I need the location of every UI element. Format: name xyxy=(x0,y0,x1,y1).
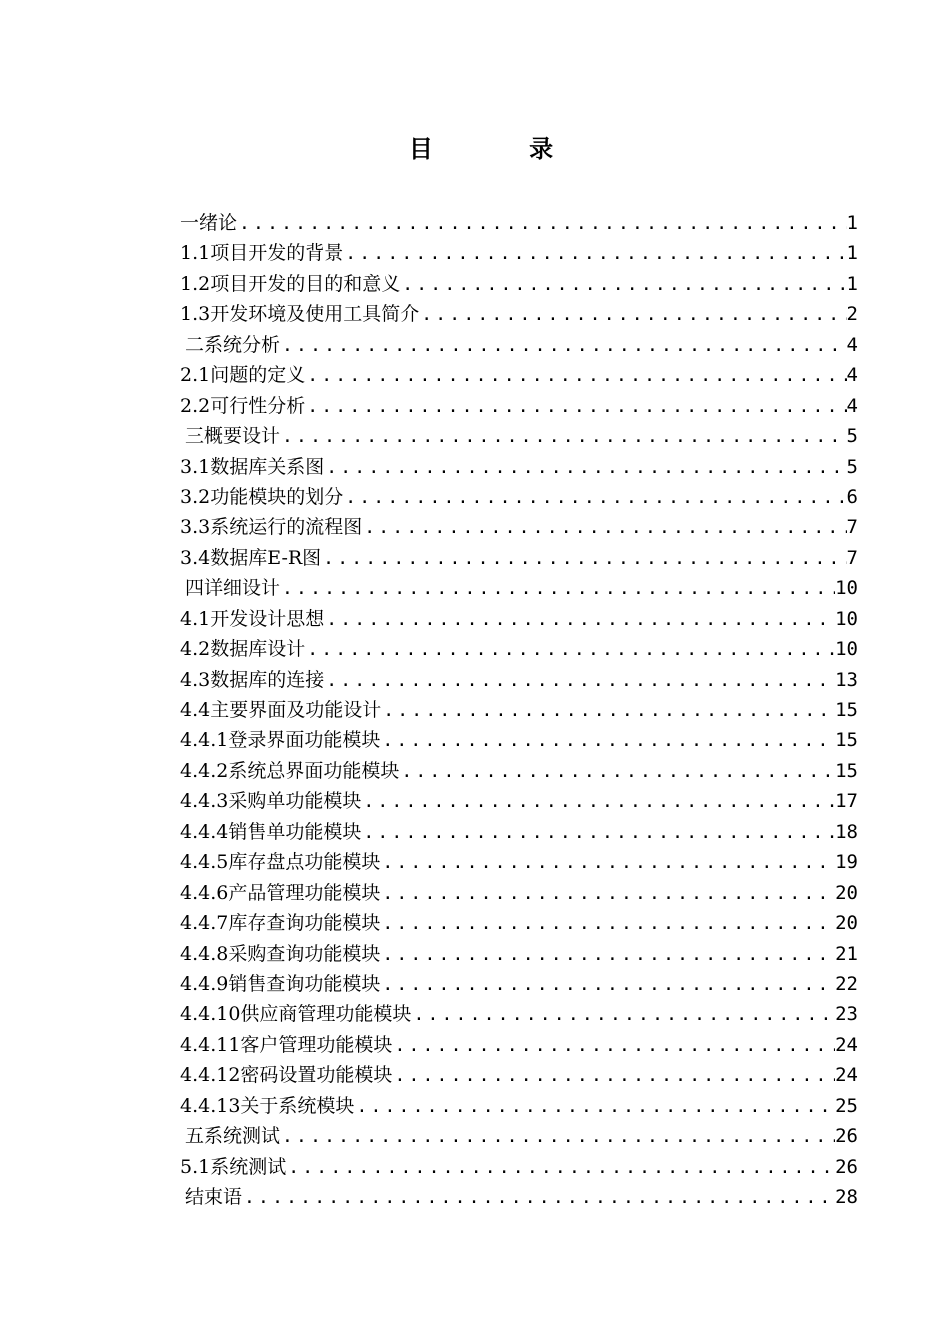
toc-entry-label: 一绪论 xyxy=(180,212,238,234)
toc-page-number: 24 xyxy=(835,1033,858,1056)
toc-entry-label: 二系统分析 xyxy=(185,333,281,356)
toc-dot-leader xyxy=(354,1092,835,1122)
toc-page-number: 23 xyxy=(835,1003,858,1026)
toc-entry-label: 结束语 xyxy=(185,1186,243,1208)
toc-entry-label: 4.2数据库设计 xyxy=(180,638,306,661)
toc-dot-leader xyxy=(380,848,835,878)
toc-entry[interactable] xyxy=(180,1182,858,1212)
toc-entry[interactable] xyxy=(180,512,858,542)
toc-entry-label: 1.1项目开发的背景 xyxy=(180,242,344,265)
page-title: 目 录 xyxy=(408,135,598,163)
toc-entry[interactable] xyxy=(180,208,858,238)
toc-entry[interactable] xyxy=(180,908,858,938)
toc-page-number: 20 xyxy=(835,881,858,904)
toc-entry[interactable] xyxy=(180,634,858,664)
toc-page-number: 25 xyxy=(835,1094,858,1117)
toc-entry-label: 4.4主要界面及功能设计 xyxy=(180,699,382,721)
toc-entry[interactable] xyxy=(180,360,858,390)
toc-page-number: 24 xyxy=(835,1064,858,1087)
toc-page-number: 15 xyxy=(835,729,858,752)
toc-dot-leader xyxy=(242,1183,835,1213)
toc-dot-leader xyxy=(411,1000,835,1030)
toc-entry-label: 4.3数据库的连接 xyxy=(180,668,325,691)
toc-entry[interactable] xyxy=(180,817,858,847)
toc-dot-leader xyxy=(381,696,835,726)
toc-dot-leader xyxy=(380,970,835,1000)
toc-entry-label: 4.4.8采购查询功能模块 xyxy=(180,942,381,965)
toc-dot-leader xyxy=(324,666,835,696)
toc-entry-label: 4.4.1登录界面功能模块 xyxy=(180,729,381,752)
toc-entry[interactable] xyxy=(180,1152,858,1182)
toc-entry-label: 4.4.11客户管理功能模块 xyxy=(180,1033,393,1056)
toc-dot-leader xyxy=(380,726,835,756)
toc-entry-label: 五系统测试 xyxy=(185,1125,281,1148)
toc-entry-label: 2.2可行性分析 xyxy=(180,394,306,417)
toc-page-number: 2 xyxy=(846,303,858,326)
toc-page-number: 13 xyxy=(835,668,858,691)
toc-entry[interactable] xyxy=(180,695,858,725)
toc-entry[interactable] xyxy=(180,330,858,360)
toc-entry[interactable] xyxy=(180,969,858,999)
toc-entry[interactable] xyxy=(180,573,858,603)
toc-dot-leader xyxy=(361,787,835,817)
toc-dot-leader xyxy=(419,300,846,330)
toc-entry[interactable] xyxy=(180,847,858,877)
toc-entry[interactable] xyxy=(180,878,858,908)
toc-dot-leader xyxy=(343,483,846,513)
toc-dot-leader xyxy=(324,605,835,635)
toc-page-number: 21 xyxy=(835,942,858,965)
toc-entry-label: 1.2项目开发的目的和意义 xyxy=(180,272,401,295)
toc-dot-leader xyxy=(280,1122,835,1152)
toc-dot-leader xyxy=(237,209,847,239)
toc-dot-leader xyxy=(362,513,846,543)
toc-dot-leader xyxy=(324,453,846,483)
toc-dot-leader xyxy=(392,1031,835,1061)
toc-entry-label: 4.4.13关于系统模块 xyxy=(180,1094,355,1117)
toc-entry[interactable] xyxy=(180,238,858,268)
toc-entry-label: 4.4.5库存盘点功能模块 xyxy=(180,851,381,874)
toc-dot-leader xyxy=(280,331,847,361)
toc-dot-leader xyxy=(286,1153,835,1183)
toc-entry[interactable] xyxy=(180,391,858,421)
toc-page-number: 4 xyxy=(846,364,858,387)
toc-page-number: 15 xyxy=(835,699,858,721)
toc-entry-label: 5.1系统测试 xyxy=(180,1155,287,1178)
toc-dot-leader xyxy=(392,1061,835,1091)
toc-entry-label: 3.4数据库E-R图 xyxy=(180,546,322,569)
toc-page-number: 26 xyxy=(835,1125,858,1148)
toc-page-number: 4 xyxy=(846,333,858,356)
toc-page-number: 15 xyxy=(835,759,858,782)
toc-entry-label: 4.4.6产品管理功能模块 xyxy=(180,881,381,904)
toc-page-number: 18 xyxy=(835,820,858,843)
toc-dot-leader xyxy=(280,574,835,604)
toc-entry-label: 四详细设计 xyxy=(185,577,281,600)
toc-entry[interactable] xyxy=(180,939,858,969)
toc-entry-label: 4.4.3采购单功能模块 xyxy=(180,790,362,813)
toc-entry-label: 3.1数据库关系图 xyxy=(180,455,325,478)
toc-entry-label: 1.3开发环境及使用工具简介 xyxy=(180,303,420,326)
toc-entry[interactable] xyxy=(180,452,858,482)
toc-dot-leader xyxy=(305,635,835,665)
toc-page-number: 10 xyxy=(835,577,858,600)
toc-dot-leader xyxy=(280,422,847,452)
toc-dot-leader xyxy=(361,818,835,848)
toc-entry[interactable] xyxy=(180,299,858,329)
toc-dot-leader xyxy=(380,909,835,939)
toc-entry-label: 4.4.12密码设置功能模块 xyxy=(180,1064,393,1087)
toc-page-number: 19 xyxy=(835,851,858,874)
toc-entry[interactable] xyxy=(180,543,858,573)
toc-entry[interactable] xyxy=(180,725,858,755)
toc-page-number: 1 xyxy=(846,272,858,295)
toc-entry-label: 4.1开发设计思想 xyxy=(180,607,325,630)
toc-entry-label: 三概要设计 xyxy=(185,425,281,448)
toc-entry[interactable] xyxy=(180,1060,858,1090)
table-of-contents xyxy=(180,208,858,1212)
toc-dot-leader xyxy=(380,879,835,909)
toc-entry[interactable] xyxy=(180,999,858,1029)
toc-dot-leader xyxy=(400,270,846,300)
toc-entry-label: 2.1问题的定义 xyxy=(180,364,306,387)
toc-entry[interactable] xyxy=(180,756,858,786)
toc-entry[interactable] xyxy=(180,482,858,512)
toc-page-number: 26 xyxy=(835,1155,858,1178)
toc-entry[interactable] xyxy=(180,786,858,816)
toc-dot-leader xyxy=(399,757,835,787)
toc-entry[interactable] xyxy=(180,1121,858,1151)
toc-page-number: 1 xyxy=(846,242,858,265)
toc-dot-leader xyxy=(305,392,846,422)
toc-dot-leader xyxy=(321,544,846,574)
toc-page-number: 22 xyxy=(835,972,858,995)
toc-entry-label: 4.4.2系统总界面功能模块 xyxy=(180,759,400,782)
toc-page-number: 7 xyxy=(846,546,858,569)
toc-dot-leader xyxy=(343,239,846,269)
toc-page-number: 5 xyxy=(846,455,858,478)
toc-page-number: 10 xyxy=(835,607,858,630)
toc-entry-label: 3.3系统运行的流程图 xyxy=(180,516,363,539)
toc-entry[interactable] xyxy=(180,269,858,299)
toc-page-number: 1 xyxy=(846,212,858,234)
toc-entry-label: 4.4.9销售查询功能模块 xyxy=(180,972,381,995)
toc-page-number: 7 xyxy=(846,516,858,539)
toc-entry-label: 3.2功能模块的划分 xyxy=(180,485,344,508)
toc-page-number: 20 xyxy=(835,912,858,935)
toc-entry-label: 4.4.7库存查询功能模块 xyxy=(180,912,381,935)
toc-entry[interactable] xyxy=(180,665,858,695)
toc-page-number: 5 xyxy=(846,425,858,448)
toc-page-number: 17 xyxy=(835,790,858,813)
toc-page-number: 6 xyxy=(846,485,858,508)
toc-page-number: 28 xyxy=(835,1186,858,1208)
toc-entry-label: 4.4.4销售单功能模块 xyxy=(180,820,362,843)
toc-entry[interactable] xyxy=(180,1030,858,1060)
toc-entry[interactable] xyxy=(180,421,858,451)
toc-entry[interactable] xyxy=(180,604,858,634)
toc-page-number: 4 xyxy=(846,394,858,417)
toc-page-number: 10 xyxy=(835,638,858,661)
toc-entry-label: 4.4.10供应商管理功能模块 xyxy=(180,1003,412,1026)
toc-entry[interactable] xyxy=(180,1091,858,1121)
toc-dot-leader xyxy=(380,940,835,970)
toc-dot-leader xyxy=(305,361,846,391)
